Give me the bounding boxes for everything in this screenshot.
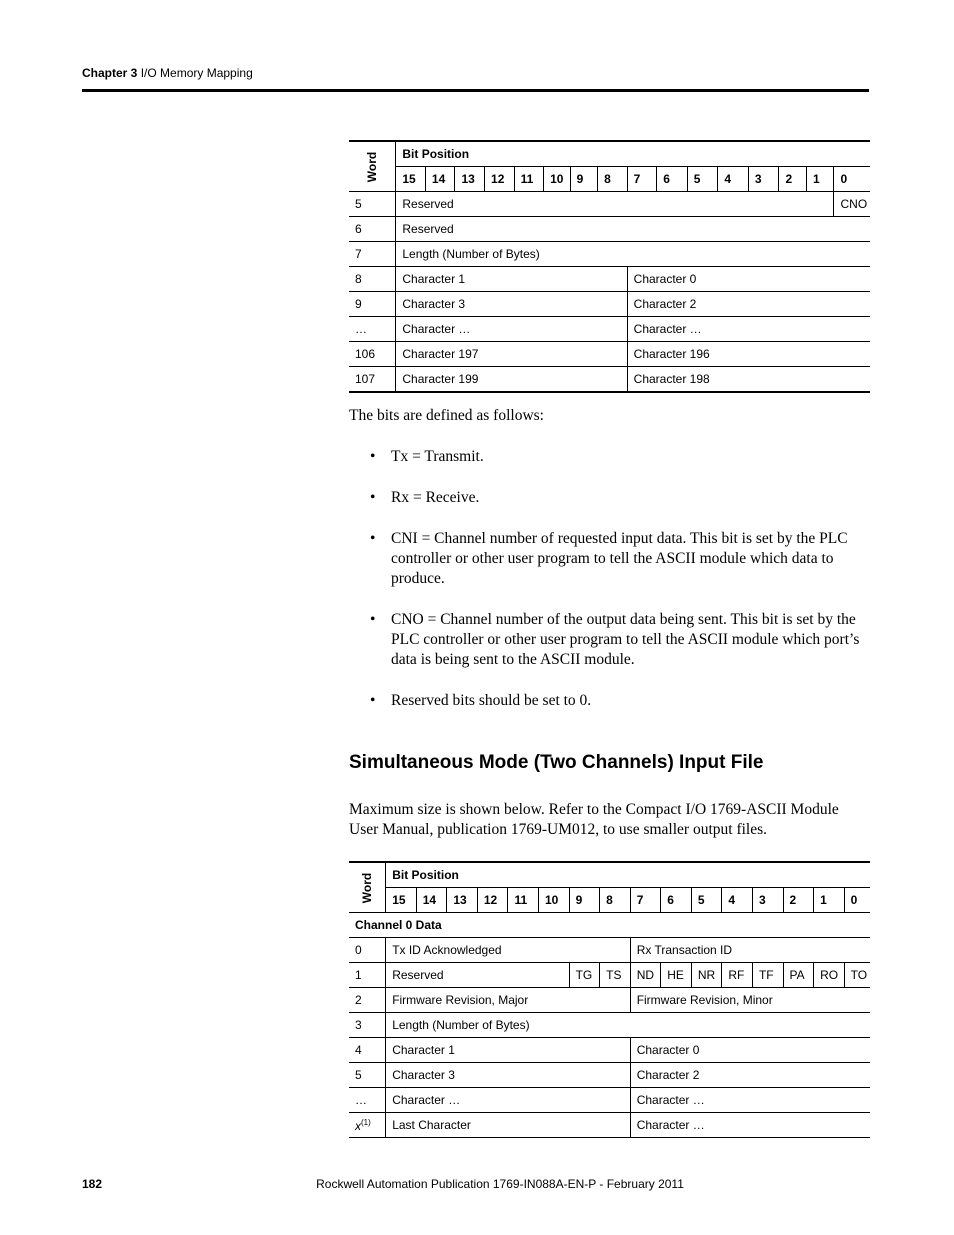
word-number: 3 <box>355 1018 362 1032</box>
publication-footer: Rockwell Automation Publication 1769-IN088A-EN-P - February 2011 <box>316 1177 684 1191</box>
table-cell: Tx ID Acknowledged <box>386 938 631 963</box>
list-item: • Tx = Transmit. <box>370 448 484 465</box>
bit-position-header: Bit Position <box>402 147 470 161</box>
word-number: … <box>355 322 367 336</box>
section-paragraph: Maximum size is shown below. Refer to the Compact I/O 1769-ASCII Module User Manual, publication 1769-UM012, to use smaller output files. <box>349 801 839 838</box>
word-number: 4 <box>355 1043 362 1057</box>
word-header: Word <box>349 141 396 192</box>
bit-header: 15 <box>392 893 406 907</box>
list-item: • Rx = Receive. <box>370 489 480 506</box>
table-cell: Character 196 <box>627 342 870 367</box>
table-cell: Character … <box>630 1088 870 1113</box>
table-cell: Character … <box>396 317 627 342</box>
input-file-table <box>349 861 870 1138</box>
bit-header: 9 <box>570 167 598 192</box>
table-row <box>349 317 870 342</box>
table-row <box>349 1063 870 1088</box>
table-cell: Character 2 <box>630 1063 870 1088</box>
output-file-table <box>349 140 870 393</box>
table-cell: Firmware Revision, Minor <box>630 988 870 1013</box>
bit-header: 14 <box>425 167 455 192</box>
bit-header: 8 <box>600 888 631 913</box>
table-cell: Character … <box>627 317 870 342</box>
table-cell: Character 1 <box>386 1038 631 1063</box>
table-cell: PA <box>783 963 814 988</box>
table-cell: Rx Transaction ID <box>630 938 870 963</box>
word-number: 107 <box>355 372 376 386</box>
bit-header: 12 <box>477 888 508 913</box>
table-row <box>349 217 870 242</box>
table-cell: Reserved <box>396 192 834 217</box>
table-cell: RF <box>722 963 753 988</box>
table-row <box>349 242 870 267</box>
chapter-title: I/O Memory Mapping <box>140 66 253 80</box>
word-number: 1 <box>355 968 362 982</box>
list-item: • Reserved bits should be set to 0. <box>370 692 592 709</box>
bit-header: 4 <box>718 167 749 192</box>
bit-header: 13 <box>447 888 478 913</box>
table-row <box>349 988 870 1013</box>
table-row <box>349 1088 870 1113</box>
bit-header: 9 <box>569 888 600 913</box>
bit-header: 12 <box>485 167 515 192</box>
chapter-label: Chapter 3 <box>82 66 138 80</box>
channel-label: Channel 0 Data <box>355 918 442 932</box>
table-cell: Character … <box>630 1113 870 1138</box>
bit-header: 11 <box>508 888 539 913</box>
word-number: 9 <box>355 297 362 311</box>
word-number: 0 <box>355 943 362 957</box>
table-cell: Character 2 <box>627 292 870 317</box>
bit-header: 6 <box>661 888 692 913</box>
table-cell: NR <box>691 963 722 988</box>
table-cell: HE <box>661 963 692 988</box>
table-row <box>349 1013 870 1038</box>
list-item: • CNO = Channel number of the output data being sent. This bit is set by the PLC controller or other user program to tell the ASCII module which port’s data is being sent to the ASCII module. <box>370 611 860 668</box>
table-row <box>349 938 870 963</box>
word-number: 106 <box>355 347 376 361</box>
table-row <box>349 963 870 988</box>
bit-header: 10 <box>539 888 570 913</box>
table-cell: Character 198 <box>627 367 870 393</box>
bit-position-header: Bit Position <box>392 868 459 882</box>
table-cell: Character 1 <box>396 267 627 292</box>
table-row <box>349 292 870 317</box>
bit-header: 7 <box>627 167 657 192</box>
table-cell: Character 0 <box>627 267 870 292</box>
bit-header: 13 <box>455 167 485 192</box>
bits-intro: The bits are defined as follows: <box>349 407 544 424</box>
word-number: 2 <box>355 993 362 1007</box>
bit-header: 1 <box>814 888 845 913</box>
table-cell: TF <box>752 963 783 988</box>
table-row <box>349 367 870 393</box>
section-heading: Simultaneous Mode (Two Channels) Input File <box>349 752 764 773</box>
bit-header: 14 <box>416 888 447 913</box>
bit-header: 1 <box>806 167 834 192</box>
table-row <box>349 192 870 217</box>
table-cell: Last Character <box>386 1113 631 1138</box>
page-number: 182 <box>82 1177 103 1191</box>
bit-header: 0 <box>834 167 870 192</box>
word-header: Word <box>349 862 386 913</box>
table-cell: Character 0 <box>630 1038 870 1063</box>
word-number: 8 <box>355 272 362 286</box>
table-cell: Character 199 <box>396 367 627 393</box>
table-cell: Character 197 <box>396 342 627 367</box>
list-item: • CNI = Channel number of requested input data. This bit is set by the PLC controller or other user program to tell the ASCII module which data to produce. <box>370 530 848 587</box>
bit-header: 4 <box>722 888 753 913</box>
table-row <box>349 342 870 367</box>
table-cell: CNO <box>834 192 870 217</box>
table-cell: Reserved <box>386 963 569 988</box>
channel-row <box>349 913 870 938</box>
header-rule <box>82 89 869 92</box>
table-cell: Length (Number of Bytes) <box>396 242 870 267</box>
bit-header: 7 <box>630 888 661 913</box>
bit-definitions-list <box>370 447 870 732</box>
table-cell: Reserved <box>396 217 870 242</box>
table-cell: RO <box>814 963 845 988</box>
bit-header: 8 <box>598 167 628 192</box>
footnote-ref: (1) <box>361 1117 371 1127</box>
table-row <box>349 267 870 292</box>
bit-header: 3 <box>748 167 779 192</box>
bit-header: 10 <box>544 167 570 192</box>
word-number: … <box>355 1093 367 1107</box>
bit-header: 2 <box>779 167 807 192</box>
table-cell: Firmware Revision, Major <box>386 988 631 1013</box>
table-cell: Character 3 <box>386 1063 631 1088</box>
table-row <box>349 1038 870 1063</box>
bit-header: 5 <box>691 888 722 913</box>
word-number: 5 <box>355 1068 362 1082</box>
table-cell: TS <box>600 963 631 988</box>
word-number: 6 <box>355 222 362 236</box>
table-cell: Character … <box>386 1088 631 1113</box>
bit-header: 11 <box>514 167 544 192</box>
table-cell: TO <box>844 963 870 988</box>
bit-header: 3 <box>752 888 783 913</box>
table-cell: Character 3 <box>396 292 627 317</box>
word-number: $x^{(1)}$ <box>355 1117 371 1133</box>
table-cell: Length (Number of Bytes) <box>386 1013 870 1038</box>
word-number: 5 <box>355 197 362 211</box>
bit-header: 2 <box>783 888 814 913</box>
bit-header: 0 <box>844 888 870 913</box>
bit-header: 6 <box>657 167 688 192</box>
word-number: 7 <box>355 247 362 261</box>
bit-header: 15 <box>402 172 416 186</box>
table-row <box>349 1113 870 1138</box>
running-header <box>82 66 253 80</box>
table-cell: TG <box>569 963 600 988</box>
table-cell: ND <box>630 963 661 988</box>
bit-header: 5 <box>687 167 718 192</box>
